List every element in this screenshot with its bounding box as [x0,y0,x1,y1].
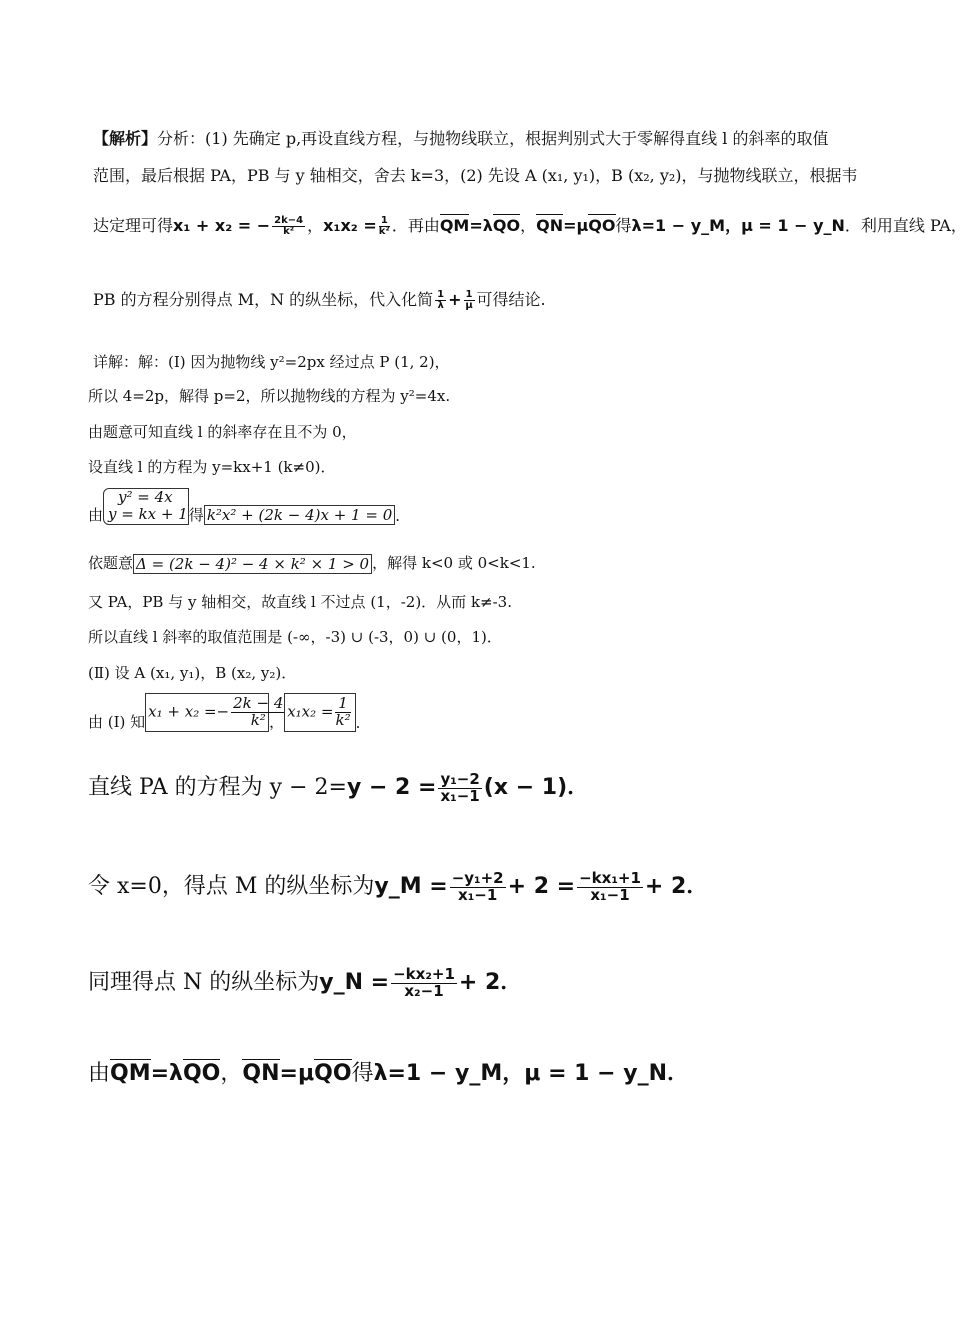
vieta-prod-lhs: x₁x₂ = [323,216,377,235]
detail-line-2: 所以 4=2p，解得 p=2，所以抛物线的方程为 y²=4x. [88,387,451,405]
pa-line [88,770,589,804]
equation-system [103,488,189,525]
ym-fraction-2 [577,868,643,904]
m-text: 令 x=0，得点 M 的纵坐标为 [88,874,375,899]
n-line [88,965,522,999]
big-comma: ， [220,1061,243,1086]
vector-qn: QN [536,216,564,235]
vieta-prod-num: 1 [379,216,390,228]
inverse-lambda [435,290,446,312]
yn-label: y_N = [319,970,390,995]
big-eq-lambda: =λ [150,1061,183,1086]
inverse-lambda-num: 1 [437,288,445,300]
detail-text-5b: 得 [188,505,204,524]
analysis-text-4b: 可得结论. [476,290,546,309]
yn-num: −kx₂+1 [393,964,455,983]
detail-line-4: 设直线 l 的方程为 y=kx+1 (k≠0)． [88,458,336,476]
quadratic-equation: k²x² + (2k − 4)x + 1 = 0 [204,505,395,525]
inverse-lambda-den: λ [437,300,444,311]
pa-eq-rhs: (x − 1)． [483,775,590,800]
big-vector-qo-2: QO [314,1061,352,1086]
lambda-result: λ=1 − y_M [631,216,726,235]
vector-qm: QM [439,216,470,235]
big-eq-mu: =μ [279,1061,315,1086]
vieta-sum-num: 2k−4 [274,214,304,226]
detail-line-5 [88,488,400,525]
big-de: 得 [351,1061,374,1086]
ym-den-2: x₁−1 [590,885,630,904]
plus-sign: + [448,290,462,309]
analysis-text-1: 分析：(1) 先确定 p,再设直线方程，与抛物线联立，根据判别式大于零解得直线 l 的斜率的取值 [157,129,829,148]
eq-lambda: =λ [469,216,493,235]
ym-post: + 2． [644,874,709,899]
big-vector-qm: QM [110,1061,151,1086]
lambda-mu-line [88,1056,689,1087]
eq-mu: =μ [563,216,589,235]
analysis-line-1 [93,126,828,149]
ym-mid: + 2 = [507,874,576,899]
analysis-text-3b: ， [307,216,324,235]
m-line [88,869,708,903]
detail-text-6a: 依题意 [88,554,134,572]
analysis-line-4 [93,287,546,312]
vieta-sum-box-den: k² [250,710,266,729]
discriminant-inequality: Δ = (2k − 4)² − 4 × k² × 1 > 0 [133,554,372,574]
ym-label: y_M = [374,874,448,899]
detail-line-3: 由题意可知直线 l 的斜率存在且不为 0， [88,423,357,441]
vieta-prod-box-lhs: x₁x₂ = [287,702,334,721]
big-vector-qo: QO [182,1061,221,1086]
analysis-text-3e: ．利用直线 PA， [844,216,967,235]
ym-den-1: x₁−1 [458,885,498,904]
vieta-sum-box [145,693,284,732]
ym-num-2: −kx₁+1 [579,868,641,887]
vector-qo-2: QO [588,216,616,235]
inverse-mu-den: μ [465,300,473,311]
inverse-mu-num: 1 [465,288,473,300]
detail-text-5c: . [395,506,401,525]
yn-den: x₂−1 [404,981,444,1000]
n-text: 同理得点 N 的纵坐标为 [88,970,320,995]
pa-fraction [438,769,481,805]
vector-qo: QO [492,216,521,235]
vieta-sum-den: k² [283,226,295,237]
vieta-sum-fraction [272,216,305,238]
analysis-text-3a: 达定理可得 [93,216,174,235]
pa-text: 直线 PA 的方程为 y − 2= [88,775,347,800]
analysis-label: 【解析】 [93,129,158,148]
vieta-sum-lhs: x₁ + x₂ = − [173,216,271,235]
vieta-prod-box [284,693,355,732]
inverse-mu [464,290,475,312]
detail-text-10a: 由 (I) 知 [88,712,146,731]
detail-line-7: 又 PA，PB 与 y 轴相交，故直线 l 不过点 (1，-2)．从而 k≠-3. [88,593,512,611]
vieta-prod-box-num: 1 [335,696,350,713]
yn-fraction [391,964,457,1000]
vieta-prod-fraction [379,216,390,238]
analysis-line-3 [93,213,967,238]
analysis-text-4a: PB 的方程分别得点 M，N 的纵坐标，代入化简 [93,290,434,309]
yn-post: + 2． [458,970,523,995]
pa-num: y₁−2 [440,769,480,788]
pa-den: x₁−1 [440,786,480,805]
big-vector-qn: QN [242,1061,280,1086]
detail-line-6 [88,552,536,574]
detail-text-10c: . [355,713,361,732]
detail-line-8: 所以直线 l 斜率的取值范围是 (-∞，-3) ∪ (-3，0) ∪ (0，1)． [88,628,502,646]
detail-line-10 [88,693,360,732]
detail-text-6b: ，解得 k<0 或 0<k<1. [372,554,536,572]
detail-line-1: 详解：解：(Ⅰ) 因为抛物线 y²=2px 经过点 P (1, 2)， [93,353,450,371]
detail-text-5a: 由 [88,505,104,524]
vieta-prod-box-fraction [335,696,350,729]
detail-line-9: (Ⅱ) 设 A (x₁, y₁)，B (x₂, y₂)． [88,664,297,682]
comma-1: ， [520,216,537,235]
big-lambda-mu-result: λ=1 − y_M，μ = 1 − y_N． [373,1061,689,1086]
ym-num-1: −y₁+2 [451,868,504,887]
vieta-prod-box-den: k² [335,710,351,729]
detail-text-10b: ， [269,712,285,731]
system-top: y² = 4x [118,488,173,506]
system-bottom: y = kx + 1 [108,505,188,524]
vieta-prod-den: k² [378,226,390,237]
pa-eq-lhs: y − 2 = [346,775,437,800]
analysis-text-3d: 得 [615,216,632,235]
ym-fraction-1 [450,868,506,904]
mu-result: ，μ = 1 − y_N [725,216,845,235]
vieta-sum-box-num: 2k − 4 [233,694,284,712]
last-pre: 由 [88,1061,111,1086]
analysis-line-2: 范围，最后根据 PA，PB 与 y 轴相交，舍去 k=3，(2) 先设 A (x₁, y₁)，B (x₂, y₂)，与抛物线联立，根据韦 [93,166,858,185]
vieta-sum-box-lhs: x₁ + x₂ =− [148,702,230,721]
analysis-text-3c: ．再由 [391,216,440,235]
